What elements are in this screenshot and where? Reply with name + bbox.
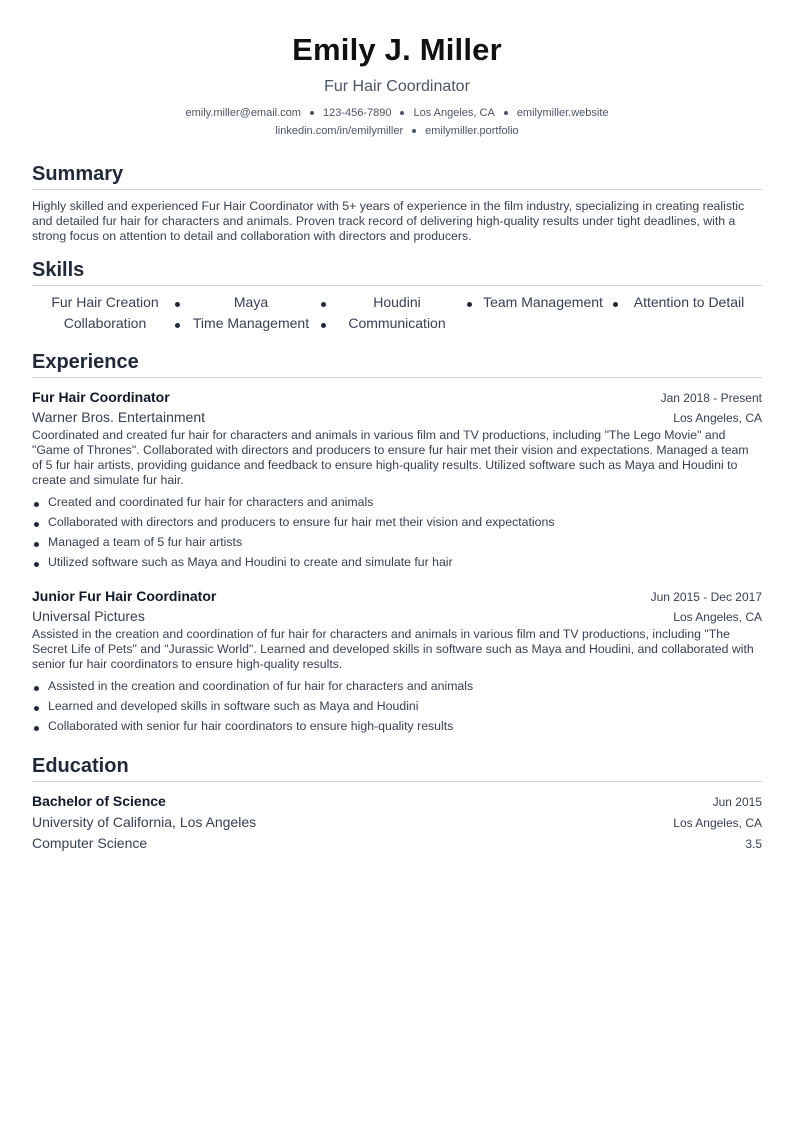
job-dates: Jun 2015 - Dec 2017	[650, 590, 762, 604]
skill-item: Fur Hair Creation	[32, 293, 178, 311]
bullet-dot	[34, 706, 39, 711]
separator-dot	[400, 111, 404, 115]
list-item: Collaborated with directors and producers to ensure fur hair met their vision and expectations	[32, 512, 762, 532]
section-title-education: Education	[32, 754, 762, 782]
education-section	[32, 754, 762, 854]
graduation-date: Jun 2015	[712, 795, 762, 809]
job-location: Los Angeles, CA	[673, 411, 762, 425]
skill-item: Team Management	[470, 293, 616, 311]
job-title: Fur Hair Coordinator	[32, 389, 170, 405]
skills-grid	[32, 293, 762, 332]
list-item: Created and coordinated fur hair for characters and animals	[32, 492, 762, 512]
gpa-value: 3.5	[745, 837, 762, 851]
job-entry	[32, 586, 762, 736]
candidate-name: Emily J. Miller	[292, 32, 502, 67]
resume-header	[32, 0, 762, 140]
company-name: Warner Bros. Entertainment	[32, 409, 205, 425]
list-item: Assisted in the creation and coordination of fur hair for characters and animals	[32, 676, 762, 696]
section-title-summary: Summary	[32, 162, 762, 190]
school-name: University of California, Los Angeles	[32, 814, 257, 830]
separator-dot	[310, 111, 314, 115]
list-item: Managed a team of 5 fur hair artists	[32, 532, 762, 552]
email-link[interactable]: emily.miller@email.com	[185, 107, 301, 119]
bullet-dot	[34, 686, 39, 691]
skill-item: Communication	[348, 315, 446, 331]
list-item: Learned and developed skills in software such as Maya and Houdini	[32, 696, 762, 716]
bullet-dot	[34, 522, 39, 527]
job-description: Assisted in the creation and coordination of fur hair for characters and animals in various film and TV productions, including "The Secret Life of Pets" and "Jurassic World". Learned and developed skills in software such as Maya and Houdini, and collaborated with senior fur hair coordinators to ensure high-quality results.	[32, 627, 754, 671]
phone-text: 123-456-7890	[322, 107, 392, 119]
contact-line-2	[32, 122, 762, 140]
skill-item: Houdini	[324, 293, 470, 311]
degree-title: Bachelor of Science	[32, 793, 166, 809]
job-bullet-list	[32, 676, 762, 736]
bullet-dot	[34, 562, 39, 567]
job-title: Junior Fur Hair Coordinator	[32, 588, 217, 604]
experience-section	[32, 350, 762, 736]
portfolio-link[interactable]: emilymiller.portfolio	[425, 125, 519, 137]
skill-item: Maya	[178, 293, 324, 311]
separator-dot	[504, 111, 508, 115]
bullet-dot	[34, 502, 39, 507]
separator-dot	[412, 129, 416, 133]
summary-text: Highly skilled and experienced Fur Hair Coordinator with 5+ years of experience in the film industry, specializing in creating realistic and detailed fur hair for characters and animals. Proven track record of delivering high-quality results under tight deadlines, with a strong focus on attention to detail and collaboration with directors and producers.	[32, 199, 745, 243]
field-of-study: Computer Science	[32, 835, 148, 851]
contact-line-1	[32, 104, 762, 122]
linkedin-link[interactable]: linkedin.com/in/emilymiller	[275, 125, 404, 137]
job-location: Los Angeles, CA	[673, 610, 762, 624]
list-item: Utilized software such as Maya and Houdini to create and simulate fur hair	[32, 552, 762, 572]
skill-item: Attention to Detail	[633, 294, 745, 310]
section-title-skills: Skills	[32, 258, 762, 286]
skill-item: Time Management	[178, 314, 324, 332]
school-location: Los Angeles, CA	[673, 816, 762, 830]
job-description: Coordinated and created fur hair for characters and animals in various film and TV productions, including "The Lego Movie" and "Game of Thrones". Collaborated with directors and producers to ensure fur hair met their vision and expectations. Managed a team of 5 fur hair artists, providing guidance and feedback to ensure high-quality results. Utilized software such as Maya and Houdini to create and simulate fur hair.	[32, 428, 749, 487]
summary-section	[32, 162, 762, 244]
bullet-dot	[34, 726, 39, 731]
website-link[interactable]: emilymiller.website	[516, 107, 609, 119]
list-item: Collaborated with senior fur hair coordinators to ensure high-quality results	[32, 716, 762, 736]
job-entry	[32, 387, 762, 572]
skill-item: Collaboration	[32, 314, 178, 332]
job-dates: Jan 2018 - Present	[660, 391, 762, 405]
skills-section	[32, 258, 762, 332]
job-bullet-list	[32, 492, 762, 572]
section-title-experience: Experience	[32, 350, 762, 378]
location-text: Los Angeles, CA	[413, 107, 495, 119]
candidate-role: Fur Hair Coordinator	[324, 78, 470, 95]
bullet-dot	[34, 542, 39, 547]
company-name: Universal Pictures	[32, 608, 145, 624]
